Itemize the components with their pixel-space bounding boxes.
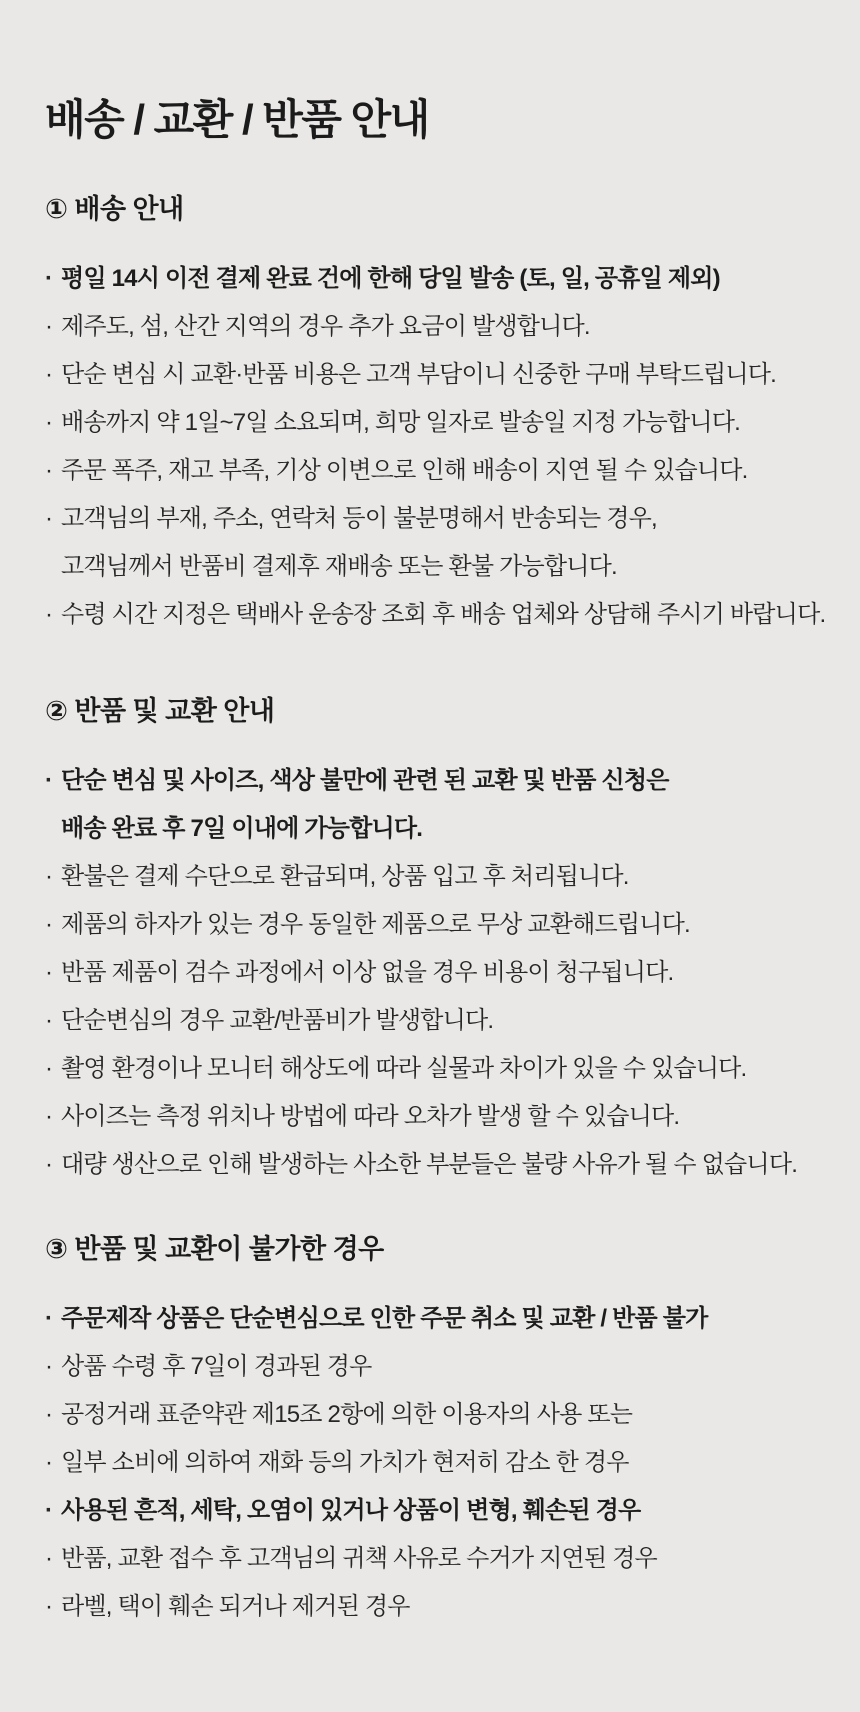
bullet-dot: · — [45, 1400, 53, 1428]
bullet-dot: · — [45, 313, 53, 341]
bullet-dot: · — [45, 1150, 53, 1178]
notice-item — [45, 351, 820, 399]
notice-item — [45, 1343, 820, 1391]
bullet-dot: · — [45, 1006, 53, 1034]
notice-item-text: 라벨, 택이 훼손 되거나 제거된 경우 — [61, 1592, 410, 1620]
notice-item-text: 주문 폭주, 재고 부족, 기상 이변으로 인해 배송이 지연 될 수 있습니다. — [61, 457, 748, 485]
bullet-dot: · — [45, 409, 53, 437]
notice-item — [45, 255, 820, 303]
notice-item — [45, 1045, 820, 1093]
notice-item — [45, 1439, 820, 1487]
section-return-exchange-not-allowed — [45, 1233, 820, 1631]
notice-item-text: 단순 변심 시 교환·반품 비용은 고객 부담이니 신중한 구매 부탁드립니다. — [61, 361, 777, 389]
notice-item-text: 환불은 결제 수단으로 환급되며, 상품 입고 후 처리됩니다. — [61, 862, 629, 890]
section-heading-return-exchange: ② 반품 및 교환 안내 — [45, 696, 275, 727]
notice-item — [45, 757, 820, 805]
notice-item — [45, 399, 820, 447]
notice-item-text: 상품 수령 후 7일이 경과된 경우 — [61, 1352, 372, 1380]
bullet-dot: · — [45, 1544, 53, 1572]
notice-item-text: 일부 소비에 의하여 재화 등의 가치가 현저히 감소 한 경우 — [61, 1448, 629, 1476]
notice-item — [45, 303, 820, 351]
notice-item-continuation — [45, 805, 820, 853]
notice-item-text: 고객님께서 반품비 결제후 재배송 또는 환불 가능합니다. — [61, 553, 617, 581]
notice-item — [45, 1295, 820, 1343]
notice-item-text: 수령 시간 지정은 택배사 운송장 조회 후 배송 업체와 상담해 주시기 바랍니다. — [61, 601, 826, 629]
notice-item-text: 반품 제품이 검수 과정에서 이상 없을 경우 비용이 청구됩니다. — [61, 958, 674, 986]
notice-item — [45, 447, 820, 495]
not-allowed-notice-list — [45, 1295, 820, 1631]
bullet-dot: · — [45, 910, 53, 938]
notice-item — [45, 1535, 820, 1583]
notice-item-text: 대량 생산으로 인해 발생하는 사소한 부분들은 불량 사유가 될 수 없습니다. — [61, 1150, 798, 1178]
notice-item-text: 배송까지 약 1일~7일 소요되며, 희망 일자로 발송일 지정 가능합니다. — [61, 409, 740, 437]
notice-item — [45, 495, 820, 543]
notice-item — [45, 853, 820, 901]
return-exchange-notice-list — [45, 757, 820, 1189]
notice-item-text: 배송 완료 후 7일 이내에 가능합니다. — [61, 814, 423, 842]
bullet-dot: · — [45, 1054, 53, 1082]
bullet-dot: · — [45, 1352, 53, 1380]
notice-item — [45, 901, 820, 949]
bullet-dot: · — [45, 1448, 53, 1476]
notice-item — [45, 1583, 820, 1631]
notice-item-continuation — [45, 543, 820, 591]
notice-item — [45, 1093, 820, 1141]
page-title: 배송 / 교환 / 반품 안내 — [45, 96, 429, 143]
bullet-dot: · — [45, 457, 53, 485]
bullet-dot: · — [45, 265, 53, 293]
bullet-dot: · — [45, 958, 53, 986]
notice-item — [45, 591, 826, 639]
notice-item-text: 촬영 환경이나 모니터 해상도에 따라 실물과 차이가 있을 수 있습니다. — [61, 1054, 747, 1082]
bullet-dot: · — [45, 766, 53, 794]
notice-item-text: 평일 14시 이전 결제 완료 건에 한해 당일 발송 (토, 일, 공휴일 제외) — [61, 265, 720, 293]
notice-item-text: 단순변심의 경우 교환/반품비가 발생합니다. — [61, 1006, 494, 1034]
bullet-dot: · — [45, 862, 53, 890]
bullet-dot: · — [45, 1592, 53, 1620]
notice-item-text: 반품, 교환 접수 후 고객님의 귀책 사유로 수거가 지연된 경우 — [61, 1544, 657, 1572]
section-heading-shipping: ① 배송 안내 — [45, 194, 184, 225]
bullet-dot: · — [45, 1496, 53, 1524]
section-return-exchange-guide — [45, 695, 820, 1189]
notice-item-text: 사이즈는 측정 위치나 방법에 따라 오차가 발생 할 수 있습니다. — [61, 1102, 680, 1130]
notice-item — [45, 1487, 820, 1535]
notice-item-text: 주문제작 상품은 단순변심으로 인한 주문 취소 및 교환 / 반품 불가 — [61, 1304, 708, 1332]
notice-item-text: 고객님의 부재, 주소, 연락처 등이 불분명해서 반송되는 경우, — [61, 505, 657, 533]
notice-item — [45, 1391, 820, 1439]
bullet-dot: · — [45, 361, 53, 389]
notice-item-text: 제주도, 섬, 산간 지역의 경우 추가 요금이 발생합니다. — [61, 313, 590, 341]
bullet-dot: · — [45, 1304, 53, 1332]
shipping-notice-list — [45, 255, 826, 639]
notice-item-text: 사용된 흔적, 세탁, 오염이 있거나 상품이 변형, 훼손된 경우 — [61, 1496, 641, 1524]
section-heading-not-allowed: ③ 반품 및 교환이 불가한 경우 — [45, 1233, 384, 1264]
bullet-dot: · — [45, 1102, 53, 1130]
bullet-dot: · — [45, 601, 53, 629]
notice-item — [45, 949, 820, 997]
notice-item-text: 공정거래 표준약관 제15조 2항에 의한 이용자의 사용 또는 — [61, 1400, 633, 1428]
notice-item — [45, 997, 820, 1045]
bullet-dot: · — [45, 505, 53, 533]
notice-item — [45, 1141, 820, 1189]
notice-item-text: 단순 변심 및 사이즈, 색상 불만에 관련 된 교환 및 반품 신청은 — [61, 766, 669, 794]
section-shipping-guide — [45, 193, 826, 639]
notice-item-text: 제품의 하자가 있는 경우 동일한 제품으로 무상 교환해드립니다. — [61, 910, 690, 938]
